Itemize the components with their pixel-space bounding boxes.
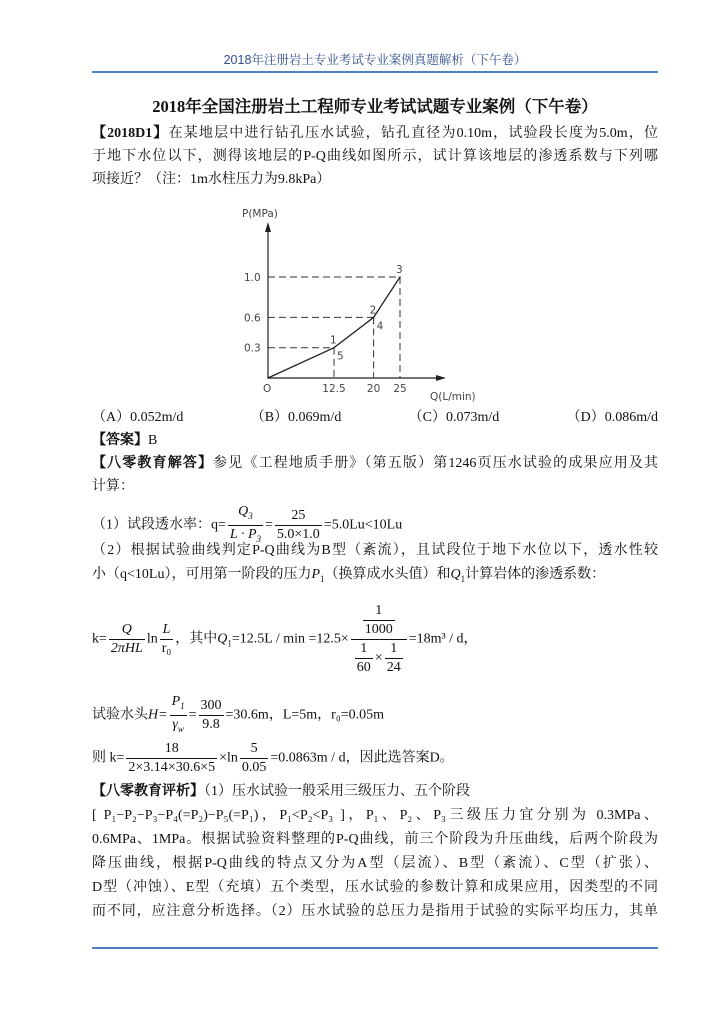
num: 5 (240, 740, 269, 759)
y-tick-label: 0.3 (244, 342, 261, 355)
num: 1 (355, 640, 373, 659)
page-title: 2018年全国注册岩土工程师专业考试试题专业案例（下午卷） (152, 97, 598, 116)
mid: =12.5L / min =12.5× (231, 631, 349, 647)
den: 5.0×1.0 (276, 526, 320, 542)
k-formula: k= $\frac{Q}{\text{2πHL}}$ ln $\frac{L}{\text{r₀}}$ ，其中$Q_1=12.5L / \min =12.5\times$ $\frac{1}{1000}$ $\frac{1}{60}$ × $\frac{1}{24}$ =18m³ / d， (92, 603, 478, 675)
den: 9.8 (202, 716, 220, 732)
y-tick-label: 1.0 (244, 272, 261, 284)
fraction (160, 621, 174, 658)
kcalc-result: =0.0863m / d，因此选答案D。 (270, 750, 454, 766)
x-tick-label: 25 (393, 383, 407, 395)
question-line-3: 项接近？（注：1m水柱压力为9.8kPa） (92, 172, 331, 187)
x-tick-label: 12.5 (322, 383, 346, 395)
ln: ln (146, 631, 158, 647)
analysis-line-5: D型（冲蚀）、E型（充填）五个类型，压水试验的参数计算和成果应用，因类型的不同 (92, 880, 658, 895)
fraction (275, 507, 322, 544)
analysis-line-4: 降压曲线，根据P-Q曲线的特点又分为A型（层流）、B型（紊流）、C型（扩张）、 (92, 856, 658, 871)
option-a: （A）0.052m/d (92, 410, 184, 425)
step2-line-1: （2）根据试验曲线判定P-Q曲线为B型（紊流），且试段位于地下水位以下，透水性较 (92, 543, 658, 558)
symbol-q1: Q (450, 567, 461, 582)
text: 小（q<10Lu），可用第一阶段的压力 (92, 567, 312, 582)
sep: ，其中 (175, 631, 218, 647)
num: Q (238, 504, 249, 519)
symbol-p1: P (311, 567, 321, 582)
question-tag: 【2018D1】 (92, 126, 169, 141)
k-formula-result: =18m³ / d， (408, 631, 478, 647)
solution-line-1 (92, 454, 658, 474)
den: 2πHL (110, 641, 143, 656)
analysis-text: （1）压水试验一般采用三级压力、五个阶段 (204, 784, 470, 799)
k-calculation (92, 740, 658, 777)
solution-tag: 【八零教育解答】 (92, 456, 214, 471)
x-tick-label: 20 (366, 383, 381, 395)
step1-lhs: q= (211, 517, 226, 533)
sub: w (177, 723, 184, 734)
num: L (160, 621, 174, 640)
num: 25 (275, 507, 322, 526)
analysis-line-2: [ P₁−P₂−P₃−P₄(=P₂)−P₅(=P₁)，P₁<P₂<P₃ ]，P₁、P₂、P₃三级压力宜分别为 0.3MPa、 (92, 808, 658, 823)
text: 计算岩体的渗透系数： (465, 567, 606, 582)
num: 1 (385, 640, 403, 659)
fraction (126, 740, 217, 777)
origin-label: O (263, 383, 272, 395)
sub: 3 (256, 533, 261, 544)
step2-line-2: 小（q<10Lu），可用第一阶段的压力$P_1$（换算成水头值）和$Q_1$计算岩体的渗透系数： (92, 567, 606, 584)
point-label-return: 5 (337, 350, 344, 363)
step1-label: （1）试段透水率： (92, 517, 211, 533)
num: P (171, 694, 181, 709)
running-header: 2018年注册岩土专业考试专业案例真题解析（下午卷） (223, 53, 527, 67)
fraction (240, 740, 269, 777)
equals: = (265, 517, 273, 533)
den: 24 (386, 660, 401, 675)
compound-fraction (351, 602, 407, 677)
head-label: 试验水头 (92, 707, 148, 723)
den: 60 (356, 660, 371, 675)
times: × (374, 650, 383, 666)
data-point (373, 317, 375, 319)
data-point (333, 347, 335, 349)
den: 2×3.14×30.6×5 (128, 760, 216, 775)
fraction (385, 640, 403, 677)
text: （换算成水头值）和 (324, 567, 451, 582)
option-d: （D）0.086m/d (566, 410, 658, 425)
point-label: 2 (369, 304, 377, 317)
analysis-line-1 (92, 782, 658, 802)
head-extra: ，L=5m，r₀=0.05m (268, 707, 384, 723)
pq-curve-chart (230, 200, 510, 405)
option-b: （B）0.069m/d (250, 410, 342, 425)
data-point (267, 377, 269, 379)
fraction (355, 640, 373, 677)
sub: 3 (248, 510, 253, 521)
solution-line-2: 计算： (92, 479, 134, 494)
head-result: =30.6m (225, 707, 269, 723)
y-axis-label: P(MPa) (242, 208, 278, 220)
num: 1 (363, 602, 395, 621)
analysis-line-6: 而不同，应注意分析选择。（2）压水试验的总压力是指用于试验的实际平均压力，其单 (92, 904, 658, 919)
den: γ (172, 716, 178, 732)
k-lhs: k= (92, 631, 107, 647)
head-formula: 试验水头H= $\frac{P_1}{\gamma_w}$ = $\frac{300}{9.8}$ =30.6m，L=5m，r₀=0.05m (92, 693, 658, 738)
point-label: 1 (330, 334, 337, 347)
den: L · P (229, 526, 257, 542)
fraction: $\frac{P_1}{\gamma_w}$ (171, 694, 185, 734)
y-axis-arrow-icon (265, 222, 271, 232)
answer-value: B (148, 433, 158, 448)
analysis-line-3: 0.6MPa、1MPa。根据试验资料整理的P-Q曲线，前三个阶段为升压曲线，后两个阶段为 (92, 832, 658, 847)
den: 1000 (364, 622, 393, 637)
solution-intro: 参见《工程地质手册》（第五版）第1246页压水试验的成果应用及其 (213, 456, 658, 471)
header-rule (92, 71, 658, 73)
den: 0.05 (241, 760, 267, 775)
x-axis-arrow-icon (436, 375, 446, 381)
point-label-return: 4 (376, 320, 384, 333)
ln: ×ln (219, 750, 238, 766)
y-tick-label: 0.6 (244, 312, 261, 325)
data-point (399, 276, 401, 278)
step1-result: =5.0Lu<10Lu (323, 517, 403, 533)
fraction (199, 697, 224, 734)
answer-line (92, 431, 658, 451)
options-row (92, 408, 658, 428)
question-line-2: 于地下水位以下，测得该地层的P-Q曲线如图所示，试计算该地层的渗透系数与下列哪 (92, 149, 658, 164)
num: 18 (126, 740, 217, 759)
x-axis-label: Q(L/min) (430, 391, 476, 403)
point-label: 3 (396, 264, 403, 276)
num: Q (109, 621, 145, 640)
question-line-1 (92, 124, 658, 144)
kcalc-lhs: 则 k= (92, 750, 125, 766)
answer-tag: 【答案】 (92, 433, 148, 448)
head-lhs: H= (148, 707, 168, 723)
question-text: 在某地层中进行钻孔压水试验，钻孔直径为0.10m，试验段长度为5.0m，位 (168, 126, 658, 141)
num: 300 (199, 697, 224, 716)
fraction (363, 602, 395, 639)
footer-rule (92, 947, 658, 949)
den: r₀ (161, 641, 172, 656)
option-c: （C）0.073m/d (408, 410, 500, 425)
analysis-tag: 【八零教育评析】 (92, 784, 204, 799)
fraction (109, 621, 145, 658)
q1: Q (217, 631, 228, 647)
